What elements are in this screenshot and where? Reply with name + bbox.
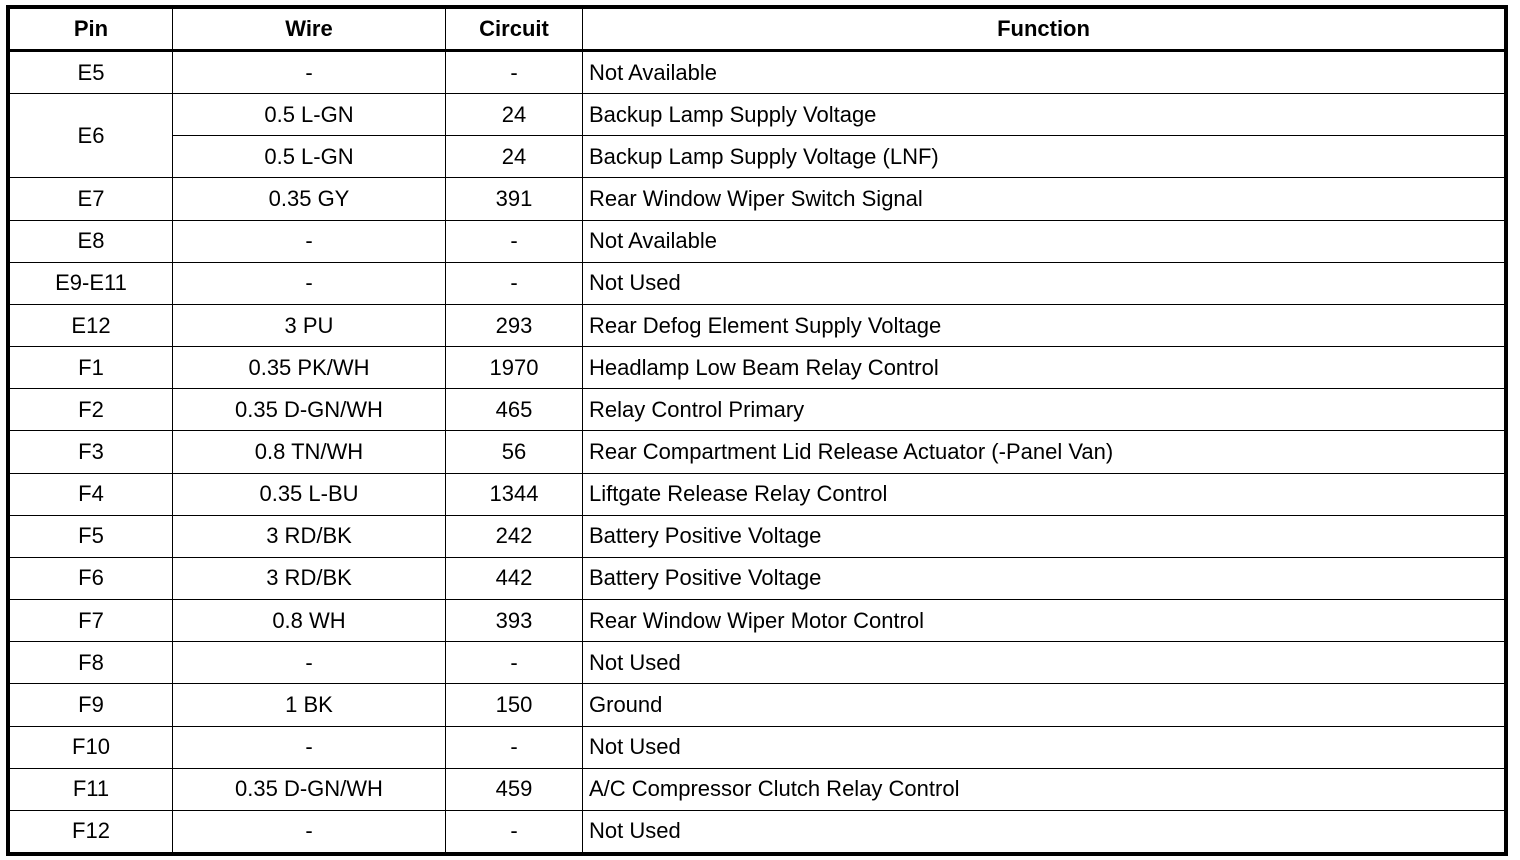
function-cell: Rear Compartment Lid Release Actuator (-Panel Van): [583, 431, 1505, 473]
function-cell: A/C Compressor Clutch Relay Control: [583, 768, 1505, 810]
wire-cell: 0.35 L-BU: [173, 473, 446, 515]
table-row: [10, 684, 1505, 726]
pin-cell: F11: [10, 768, 173, 810]
pin-cell: F1: [10, 347, 173, 389]
wire-cell: 3 PU: [173, 304, 446, 346]
function-cell: Rear Window Wiper Switch Signal: [583, 178, 1505, 220]
function-cell: Battery Positive Voltage: [583, 557, 1505, 599]
function-cell: Rear Window Wiper Motor Control: [583, 600, 1505, 642]
function-cell: Backup Lamp Supply Voltage (LNF): [583, 136, 1505, 178]
wire-cell: 0.35 PK/WH: [173, 347, 446, 389]
header-wire: Wire: [173, 9, 446, 51]
function-cell: Not Available: [583, 51, 1505, 94]
table-row: [10, 431, 1505, 473]
circuit-cell: 391: [446, 178, 583, 220]
wire-cell: -: [173, 220, 446, 262]
pin-cell: F7: [10, 600, 173, 642]
table-row: [10, 810, 1505, 852]
header-function: Function: [583, 9, 1505, 51]
table-row: [10, 557, 1505, 599]
circuit-cell: 1344: [446, 473, 583, 515]
table-row: [10, 347, 1505, 389]
table-row: [10, 389, 1505, 431]
wire-cell: -: [173, 262, 446, 304]
function-cell: Headlamp Low Beam Relay Control: [583, 347, 1505, 389]
wire-cell: 0.35 D-GN/WH: [173, 389, 446, 431]
circuit-cell: -: [446, 642, 583, 684]
circuit-cell: 459: [446, 768, 583, 810]
wire-cell: 0.8 TN/WH: [173, 431, 446, 473]
pinout-table-frame: [6, 5, 1508, 856]
wire-cell: -: [173, 51, 446, 94]
table-row: [10, 515, 1505, 557]
pin-cell: E9-E11: [10, 262, 173, 304]
pin-cell: E6: [10, 94, 173, 178]
pin-cell: E8: [10, 220, 173, 262]
pin-cell: F12: [10, 810, 173, 852]
table-row: [10, 600, 1505, 642]
pin-cell: F3: [10, 431, 173, 473]
wire-cell: 1 BK: [173, 684, 446, 726]
function-cell: Liftgate Release Relay Control: [583, 473, 1505, 515]
circuit-cell: 24: [446, 94, 583, 136]
table-row: [10, 304, 1505, 346]
wire-cell: -: [173, 642, 446, 684]
circuit-cell: 150: [446, 684, 583, 726]
wire-cell: -: [173, 726, 446, 768]
pin-cell: E12: [10, 304, 173, 346]
wire-cell: 0.5 L-GN: [173, 94, 446, 136]
wire-cell: 3 RD/BK: [173, 515, 446, 557]
circuit-cell: 465: [446, 389, 583, 431]
table-row: [10, 768, 1505, 810]
wire-cell: 3 RD/BK: [173, 557, 446, 599]
circuit-cell: -: [446, 262, 583, 304]
function-cell: Relay Control Primary: [583, 389, 1505, 431]
function-cell: Backup Lamp Supply Voltage: [583, 94, 1505, 136]
circuit-cell: -: [446, 220, 583, 262]
wire-cell: 0.8 WH: [173, 600, 446, 642]
pin-cell: E7: [10, 178, 173, 220]
function-cell: Battery Positive Voltage: [583, 515, 1505, 557]
pin-cell: F10: [10, 726, 173, 768]
pin-cell: F8: [10, 642, 173, 684]
pin-cell: F9: [10, 684, 173, 726]
wire-cell: 0.35 D-GN/WH: [173, 768, 446, 810]
table-row: [10, 220, 1505, 262]
header-circuit: Circuit: [446, 9, 583, 51]
function-cell: Not Used: [583, 810, 1505, 852]
table-row: [10, 136, 1505, 178]
circuit-cell: 24: [446, 136, 583, 178]
circuit-cell: 442: [446, 557, 583, 599]
pin-cell: F4: [10, 473, 173, 515]
function-cell: Rear Defog Element Supply Voltage: [583, 304, 1505, 346]
circuit-cell: 242: [446, 515, 583, 557]
table-row: [10, 94, 1505, 136]
circuit-cell: -: [446, 810, 583, 852]
table-row: [10, 473, 1505, 515]
header-pin: Pin: [10, 9, 173, 51]
circuit-cell: 56: [446, 431, 583, 473]
circuit-cell: -: [446, 51, 583, 94]
pin-cell: F6: [10, 557, 173, 599]
function-cell: Ground: [583, 684, 1505, 726]
circuit-cell: 393: [446, 600, 583, 642]
pinout-table: [9, 8, 1505, 853]
circuit-cell: 293: [446, 304, 583, 346]
pin-cell: F5: [10, 515, 173, 557]
table-row: [10, 262, 1505, 304]
circuit-cell: -: [446, 726, 583, 768]
function-cell: Not Available: [583, 220, 1505, 262]
function-cell: Not Used: [583, 642, 1505, 684]
pin-cell: E5: [10, 51, 173, 94]
wire-cell: 0.35 GY: [173, 178, 446, 220]
function-cell: Not Used: [583, 262, 1505, 304]
wire-cell: 0.5 L-GN: [173, 136, 446, 178]
pin-cell: F2: [10, 389, 173, 431]
circuit-cell: 1970: [446, 347, 583, 389]
header-row: [10, 9, 1505, 51]
table-row: [10, 178, 1505, 220]
wire-cell: -: [173, 810, 446, 852]
table-row: [10, 726, 1505, 768]
function-cell: Not Used: [583, 726, 1505, 768]
table-row: [10, 51, 1505, 94]
table-row: [10, 642, 1505, 684]
